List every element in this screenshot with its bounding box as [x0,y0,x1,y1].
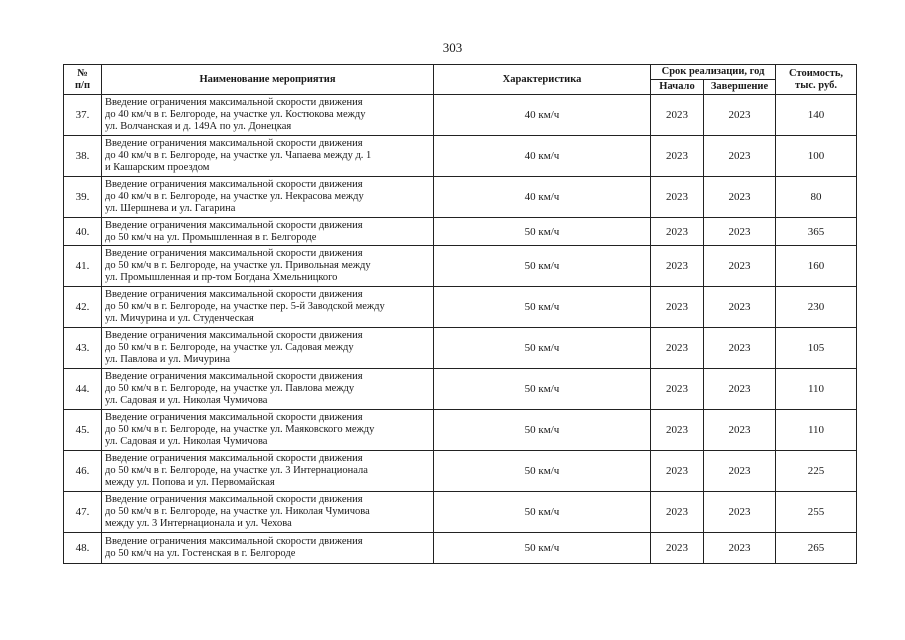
characteristic: 40 км/ч [434,136,651,177]
row-number: 46. [64,451,102,492]
cost: 100 [776,136,857,177]
header-num-label: № [77,67,88,79]
row-number: 43. [64,328,102,369]
measure-name [102,287,434,328]
table-header [64,65,857,95]
row-number: 39. [64,177,102,218]
header-cost-label: Стоимость, [789,67,844,79]
start-year: 2023 [651,410,704,451]
measure-name-line: ул. Павлова и ул. Мичурина [105,354,231,365]
start-year: 2023 [651,246,704,287]
characteristic: 50 км/ч [434,451,651,492]
end-year: 2023 [704,451,776,492]
cost: 365 [776,218,857,246]
table-body [64,95,857,564]
measure-name [102,533,434,564]
end-year: 2023 [704,328,776,369]
characteristic: 50 км/ч [434,410,651,451]
measure-name-line: до 50 км/ч в г. Белгороде, на участке пер. 5-й Заводской между [105,301,385,312]
cost: 230 [776,287,857,328]
measure-name-line: до 50 км/ч в г. Белгороде, на участке ул. Николая Чумичова [105,506,370,517]
start-year: 2023 [651,533,704,564]
start-year: 2023 [651,451,704,492]
end-year: 2023 [704,218,776,246]
row-number: 45. [64,410,102,451]
start-year: 2023 [651,287,704,328]
end-year: 2023 [704,533,776,564]
measure-name-line: до 50 км/ч в г. Белгороде, на участке ул. Садовая между [105,342,354,353]
start-year: 2023 [651,492,704,533]
header-period: Срок реализации, год [651,65,776,80]
measure-name-line: ул. Мичурина и ул. Студенческая [105,313,254,324]
measure-name-line: ул. Волчанская и д. 149А по ул. Донецкая [105,121,292,132]
end-year: 2023 [704,287,776,328]
cost: 160 [776,246,857,287]
start-year: 2023 [651,136,704,177]
measure-name-line: ул. Садовая и ул. Николая Чумичова [105,436,268,447]
measure-name-line: до 50 км/ч в г. Белгороде, на участке ул. 3 Интернационала [105,465,368,476]
measure-name-line: Введение ограничения максимальной скорости движения [105,371,363,382]
measure-name-line: Введение ограничения максимальной скорости движения [105,219,363,231]
table-row [64,410,857,451]
table-row [64,492,857,533]
characteristic: 40 км/ч [434,177,651,218]
end-year: 2023 [704,136,776,177]
measure-name-line: Введение ограничения максимальной скорости движения [105,138,363,149]
measure-name-line: до 50 км/ч в г. Белгороде, на участке ул. Привольная между [105,260,371,271]
measure-name-line: до 50 км/ч на ул. Гостенская в г. Белгороде [105,548,296,559]
measure-name-line: Введение ограничения максимальной скорости движения [105,289,363,300]
measure-name-line: до 50 км/ч на ул. Промышленная в г. Белгороде [105,231,317,243]
characteristic: 40 км/ч [434,95,651,136]
cost: 105 [776,328,857,369]
end-year: 2023 [704,410,776,451]
characteristic: 50 км/ч [434,369,651,410]
measure-name-line: ул. Шершнева и ул. Гагарина [105,203,236,214]
table-row [64,177,857,218]
measure-name-line: Введение ограничения максимальной скорости движения [105,248,363,259]
measures-table [63,64,857,564]
row-number: 47. [64,492,102,533]
characteristic: 50 км/ч [434,218,651,246]
measure-name-line: ул. Садовая и ул. Николая Чумичова [105,395,268,406]
measure-name-line: Введение ограничения максимальной скорости движения [105,453,363,464]
end-year: 2023 [704,369,776,410]
start-year: 2023 [651,95,704,136]
end-year: 2023 [704,492,776,533]
measure-name-line: до 40 км/ч в г. Белгороде, на участке ул. Костюкова между [105,109,366,120]
end-year: 2023 [704,246,776,287]
table-row [64,95,857,136]
measure-name-line: и Кашарским проездом [105,162,210,173]
measure-name-line: Введение ограничения максимальной скорости движения [105,330,363,341]
measure-name [102,451,434,492]
table-row [64,136,857,177]
row-number: 37. [64,95,102,136]
page-number: 303 [442,40,463,55]
row-number: 48. [64,533,102,564]
measure-name-line: до 50 км/ч в г. Белгороде, на участке ул. Маяковского между [105,424,375,435]
table-row [64,533,857,564]
characteristic: 50 км/ч [434,328,651,369]
table-row [64,451,857,492]
measure-name-line: между ул. Попова и ул. Первомайская [105,477,275,488]
measure-name-line: до 40 км/ч в г. Белгороде, на участке ул. Некрасова между [105,191,364,202]
measure-name [102,177,434,218]
measure-name-line: до 40 км/ч в г. Белгороде, на участке ул. Чапаева между д. 1 [105,150,372,161]
measure-name [102,328,434,369]
cost: 110 [776,369,857,410]
header-num-sub: п/п [74,79,91,91]
table-row [64,328,857,369]
cost: 265 [776,533,857,564]
header-characteristic: Характеристика [434,65,651,95]
cost: 255 [776,492,857,533]
table-row [64,287,857,328]
cost: 80 [776,177,857,218]
row-number: 40. [64,218,102,246]
header-num [64,65,102,95]
measure-name-line: между ул. 3 Интернационала и ул. Чехова [105,518,292,529]
row-number: 38. [64,136,102,177]
start-year: 2023 [651,369,704,410]
cost: 225 [776,451,857,492]
row-number: 41. [64,246,102,287]
end-year: 2023 [704,95,776,136]
measure-name [102,492,434,533]
end-year: 2023 [704,177,776,218]
table-row [64,246,857,287]
header-name: Наименование мероприятия [102,65,434,95]
table-row [64,369,857,410]
measure-name-line: Введение ограничения максимальной скорости движения [105,536,363,547]
measure-name-line: Введение ограничения максимальной скорости движения [105,412,363,423]
header-cost-sub: тыс. руб. [795,79,837,91]
measure-name [102,136,434,177]
measure-name-line: Введение ограничения максимальной скорости движения [105,494,363,505]
measure-name [102,410,434,451]
start-year: 2023 [651,177,704,218]
row-number: 42. [64,287,102,328]
cost: 110 [776,410,857,451]
measure-name [102,246,434,287]
table-row [64,218,857,246]
header-cost [776,65,857,95]
header-period-start: Начало [651,80,704,95]
row-number: 44. [64,369,102,410]
start-year: 2023 [651,218,704,246]
characteristic: 50 км/ч [434,492,651,533]
start-year: 2023 [651,328,704,369]
measure-name-line: ул. Промышленная и пр-том Богдана Хмельницкого [105,272,338,283]
measure-name-line: Введение ограничения максимальной скорости движения [105,179,363,190]
cost: 140 [776,95,857,136]
measure-name [102,218,434,246]
measure-name [102,369,434,410]
measure-name-line: Введение ограничения максимальной скорости движения [105,97,363,108]
characteristic: 50 км/ч [434,533,651,564]
header-period-end: Завершение [704,80,776,95]
measure-name [102,95,434,136]
characteristic: 50 км/ч [434,287,651,328]
characteristic: 50 км/ч [434,246,651,287]
measure-name-line: до 50 км/ч в г. Белгороде, на участке ул. Павлова между [105,383,355,394]
